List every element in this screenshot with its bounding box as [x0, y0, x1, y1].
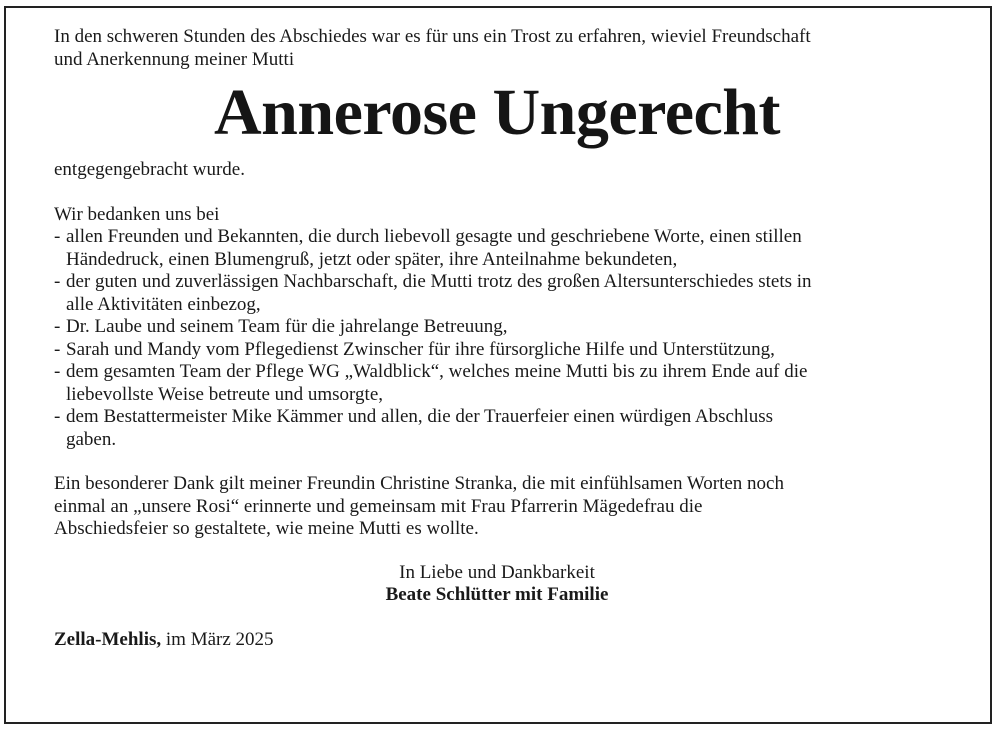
signature-family: Beate Schlütter mit Familie	[385, 584, 609, 605]
thanks-heading: Wir bedanken uns bei	[54, 203, 220, 225]
intro-line-1: In den schweren Stunden des Abschiedes war es für uns ein Trost zu erfahren, wieviel Freundschaft	[54, 26, 811, 47]
thanks-item: - Dr. Laube und seinem Team für die jahrelange Betreuung,	[54, 316, 940, 339]
thanks-item: - Sarah und Mandy vom Pflegedienst Zwinscher für ihre fürsorgliche Hilfe und Unterstützung,	[54, 339, 940, 362]
thanks-item: - dem Bestattermeister Mike Kämmer und allen, die der Trauerfeier einen würdigen Abschluss gaben.	[54, 406, 940, 451]
signature-block	[54, 562, 940, 607]
deceased-name: Annerose Ungerecht	[214, 76, 780, 149]
thanks-item: - dem gesamten Team der Pflege WG „Waldblick“, welches meine Mutti bis zu ihrem Ende auf die liebevollste Weise betreute und umsorgte,	[54, 361, 940, 406]
thanks-item: - der guten und zuverlässigen Nachbarschaft, die Mutti trotz des großen Altersunterschiedes stets in alle Aktivitäten einbezog,	[54, 271, 940, 316]
obituary-thanks-notice	[54, 26, 940, 651]
special-thanks-text: Ein besonderer Dank gilt meiner Freundin Christine Stranka, die mit einfühlsamen Worten noch einmal an „unsere Rosi“ erinnerte und gemeinsam mit Frau Pfarrerin Mägedefrau die Abschiedsfeier so gestaltete, wie meine Mutti es wollte.	[54, 473, 784, 539]
signature-closing: In Liebe und Dankbarkeit	[399, 561, 595, 583]
thanks-item: - allen Freunden und Bekannten, die durch liebevoll gesagte und geschriebene Worte, einen stillen Händedruck, einen Blumengruß, jetzt oder später, ihre Anteilnahme bekundeten,	[54, 226, 940, 271]
after-name-text: entgegengebracht wurde.	[54, 159, 245, 180]
place-name: Zella-Mehlis,	[54, 628, 162, 650]
intro-text	[54, 26, 940, 71]
intro-line-2: und Anerkennung meiner Mutti	[54, 48, 295, 70]
date-text: im März 2025	[165, 628, 274, 650]
thanks-list	[54, 226, 940, 451]
place-date-line	[54, 629, 940, 652]
